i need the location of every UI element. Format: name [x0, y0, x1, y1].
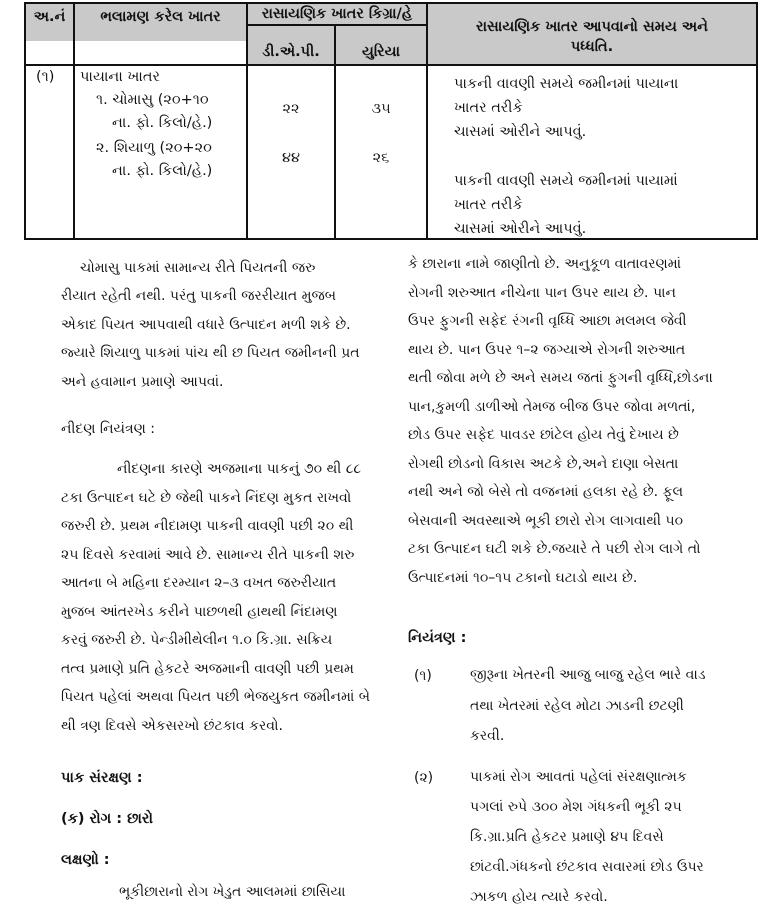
list-item-number: (૧) [414, 668, 432, 684]
symptoms-heading: લક્ષણો : [61, 852, 110, 868]
control-heading: નિયંત્રણ : [408, 630, 467, 646]
text-line: ચોમાસુ પાકમાં સામાન્ય રીતે પિયતની જરુ [80, 260, 316, 276]
text-line: કે છારાના નામે જાણીતો છે. અનુકૂળ વાતાવરણમાં [408, 256, 682, 272]
text-line: અને હવામાન પ્રમાણે આપવાં. [61, 374, 224, 390]
text-line: પિયત પહેલાં અથવા પિયત પછી ભેજયુકત જમીનમાં બે [61, 689, 370, 705]
row-fertilizer-line: ના. ફો. કિલો/હે.) [112, 163, 213, 179]
dap-value: ૪૪ [282, 150, 300, 166]
text-line: ટકા ઉત્પાદન ઘટે છે જેથી પાકને નિંદણ મુકત રાખવો [61, 490, 352, 506]
text-line: પાકમાં રોગ આવતાં પહેલાં સંરક્ષણાત્મક [470, 769, 687, 785]
method-line: પાકની વાવણી સમયે જમીનમાં પાયાના [454, 76, 679, 92]
text-line: કરવું જરુરી છે. પેન્ડીમીથેલીન ૧.૦ કિ.ગ્રા. સક્રિય [61, 632, 333, 648]
text-line: ટકા ઉત્પાદન ઘટી શકે છે.જયારે તે પછી રોગ લાગે તો [408, 541, 701, 557]
text-line: રોગથી છોડનો વિકાસ અટકે છે,અને દાણા બેસતા [408, 456, 679, 472]
urea-value: ૩૫ [371, 101, 391, 117]
text-line: એકાદ પિયત આપવાથી વધારે ઉત્પાદન મળી શકે છે. [61, 317, 351, 333]
text-line: ઝાકળ હોય ત્યારે કરવો. [470, 889, 608, 905]
text-line: ૨૫ દિવસે કરવામાં આવે છે. સામાન્ય રીતે પાકની શરુ [61, 547, 355, 563]
dap-value: ૨૨ [282, 101, 300, 117]
header-recommended-fertilizer: ભલામણ કરેલ ખાતર [100, 9, 221, 25]
method-line: ચાસમાં ઓરીને આપવું. [454, 124, 587, 140]
text-line: મુજબ આંતરખેડ કરીને પાછળથી હાથથી નિંદામણ [61, 604, 338, 620]
text-line: નથી અને જો બેસે તો વજનમાં હલકા રહે છે. ફૂલ [408, 484, 684, 500]
text-line: નીદણના કારણે અજમાના પાકનું ૭૦ થી ૮૮ [117, 461, 362, 477]
text-line: પગલાં રુપે ૩૦૦ મેશ ગંધકની ભૂકી ૨૫ [470, 799, 682, 815]
method-line: પાકની વાવણી સમયે જમીનમાં પાયામાં [454, 173, 678, 189]
header-dap: ડી.એ.પી. [262, 44, 320, 60]
text-line: ઉપર ફુગની સફેદ રંગની વૃધ્ધિ આછા મલમલ જેવી [408, 313, 687, 329]
text-line: પાન,કુમળી ડાળીઓ તેમજ બીજ ઉપર જોવા મળતાં, [408, 399, 696, 415]
header-timing-line1: રાસાયણિક ખાતર આપવાનો સમય અને [476, 19, 708, 35]
text-line: કરવી. [470, 728, 505, 744]
row-fertilizer-line: પાયાના ખાતર [80, 69, 160, 85]
crop-protection-heading: પાક સંરક્ષણ : [61, 770, 143, 786]
text-line: જીરૂના ખેતરની આજુ બાજુ રહેલ ભારે વાડ [470, 667, 706, 683]
header-urea: યુરિયા [361, 44, 401, 60]
method-line: ખાતર તરીકે [454, 197, 523, 213]
text-line: તથા ખેતરમાં રહેલ મોટા ઝાડની છટણી [470, 698, 684, 714]
text-line: કિ.ગ્રા.પ્રતિ હેકટર પ્રમાણે ૪૫ દિવસે [470, 829, 664, 845]
text-line: ઉત્પાદનમાં ૧૦–૧૫ ટકાનો ઘટાડો થાય છે. [408, 570, 638, 586]
text-line: થાય છે. પાન ઉપર ૧–૨ જગ્યાએ રોગની શરુઆત [408, 342, 686, 358]
text-line: છોડ ઉપર સફેદ પાવડર છાંટેલ હોય તેવું દેખાય છે [408, 427, 679, 443]
text-line: ભૂકીછારાનો રોગ ખેડુત આલમમાં છાસિયા [119, 884, 346, 900]
text-line: થી ત્રણ દિવસે એકસરખો છંટકાવ કરવો. [61, 718, 283, 734]
text-line: બેસવાની અવસ્થાએ ભૂકી છારો રોગ લાગવાથી ૫૦ [408, 513, 684, 529]
text-line: રોગની શરુઆત નીચેના પાન ઉપર થાય છે. પાન [408, 285, 676, 301]
row-sr-no: (૧) [36, 69, 55, 85]
row-fertilizer-line: ૨. શિયાળુ (૨૦+૨૦ [96, 140, 212, 156]
weed-control-heading: નીદણ નિયંત્રણ : [61, 421, 155, 437]
method-line: ખાતર તરીકે [454, 100, 523, 116]
text-line: આતના બે મહિના દરમ્યાન ૨–૩ વખત જરુરીયાત [61, 575, 337, 591]
method-line: ચાસમાં ઓરીને આપવું. [454, 221, 587, 237]
row-fertilizer-line: ના. ફો. કિલો/હે.) [112, 115, 213, 131]
row-fertilizer-line: ૧. ચોમાસુ (૨૦+૧૦ [96, 92, 209, 108]
text-line: જરુરી છે. પ્રથમ નીદામણ પાકની વાવણી પછી ૨૦ થી [61, 518, 354, 534]
text-line: રીયાત રહેતી નથી. પરંતુ પાકની જરરીયાત મુજબ [61, 288, 336, 304]
disease-heading: (ક) રોગ : છારો [61, 811, 154, 827]
header-chemical-fertilizer: રાસાયણિક ખાતર કિગ્રા/હે [261, 6, 413, 22]
urea-value: ૨૬ [372, 150, 390, 166]
text-line: તત્વ પ્રમાણે પ્રતિ હેકટરે અજમાની વાવણી પછી પ્રથમ [61, 661, 354, 677]
text-line: છાંટવી.ગંધકનો છંટકાવ સવારમાં છોડ ઉપર [470, 859, 704, 875]
header-sr-no: અ.નં [33, 9, 66, 25]
header-timing-line2: પધ્ધતિ. [570, 39, 614, 55]
text-line: જ્યારે શિયાળુ પાકમાં પાંચ થી છ પિયત જમીનની પ્રત [61, 345, 360, 361]
list-item-number: (૨) [414, 770, 434, 786]
text-line: થતી જોવા મળે છે અને સમય જતાં ફુગની વૃધ્ધિ,છોડના [408, 370, 713, 386]
